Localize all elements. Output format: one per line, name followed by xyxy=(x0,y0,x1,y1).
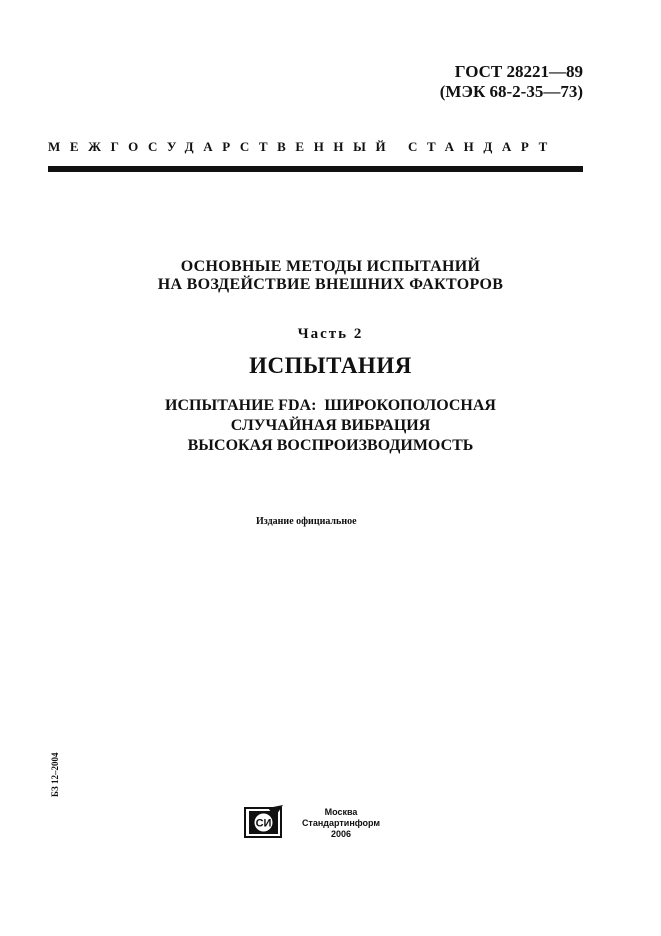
main-title-line-1: ОСНОВНЫЕ МЕТОДЫ ИСПЫТАНИЙ xyxy=(180,258,481,275)
publisher-logo xyxy=(244,805,284,839)
publisher-city: Москва xyxy=(324,807,358,817)
edition-label: Издание официальное xyxy=(256,516,357,527)
sub-title-line-1: ИСПЫТАНИЕ FDA: ШИРОКОПОЛОСНАЯ xyxy=(165,397,496,414)
gost-number-block xyxy=(440,62,583,102)
side-code: БЗ 12–2004 xyxy=(50,752,60,797)
logo-text: СИ xyxy=(255,817,272,830)
sub-title-line-3: ВЫСОКАЯ ВОСПРОИЗВОДИМОСТЬ xyxy=(187,437,474,454)
main-title-line-2: НА ВОЗДЕЙСТВИЕ ВНЕШНИХ ФАКТОРОВ xyxy=(157,276,504,293)
part-label: Часть 2 xyxy=(297,326,364,342)
part-title: ИСПЫТАНИЯ xyxy=(249,353,412,378)
sub-title-line-2: СЛУЧАЙНАЯ ВИБРАЦИЯ xyxy=(230,417,431,434)
main-title xyxy=(0,258,661,294)
iec-number: (МЭК 68-2-35—73) xyxy=(439,82,583,101)
gost-number: ГОСТ 28221—89 xyxy=(454,62,583,81)
standard-banner: МЕЖГОСУДАРСТВЕННЫЙ СТАНДАРТ xyxy=(48,139,557,154)
publisher-year: 2006 xyxy=(330,829,352,839)
banner-rule xyxy=(48,166,583,172)
publisher-name: Стандартинформ xyxy=(301,818,381,828)
standartinform-logo-icon xyxy=(244,805,284,839)
sub-title xyxy=(0,396,661,456)
publisher-block xyxy=(294,807,388,840)
